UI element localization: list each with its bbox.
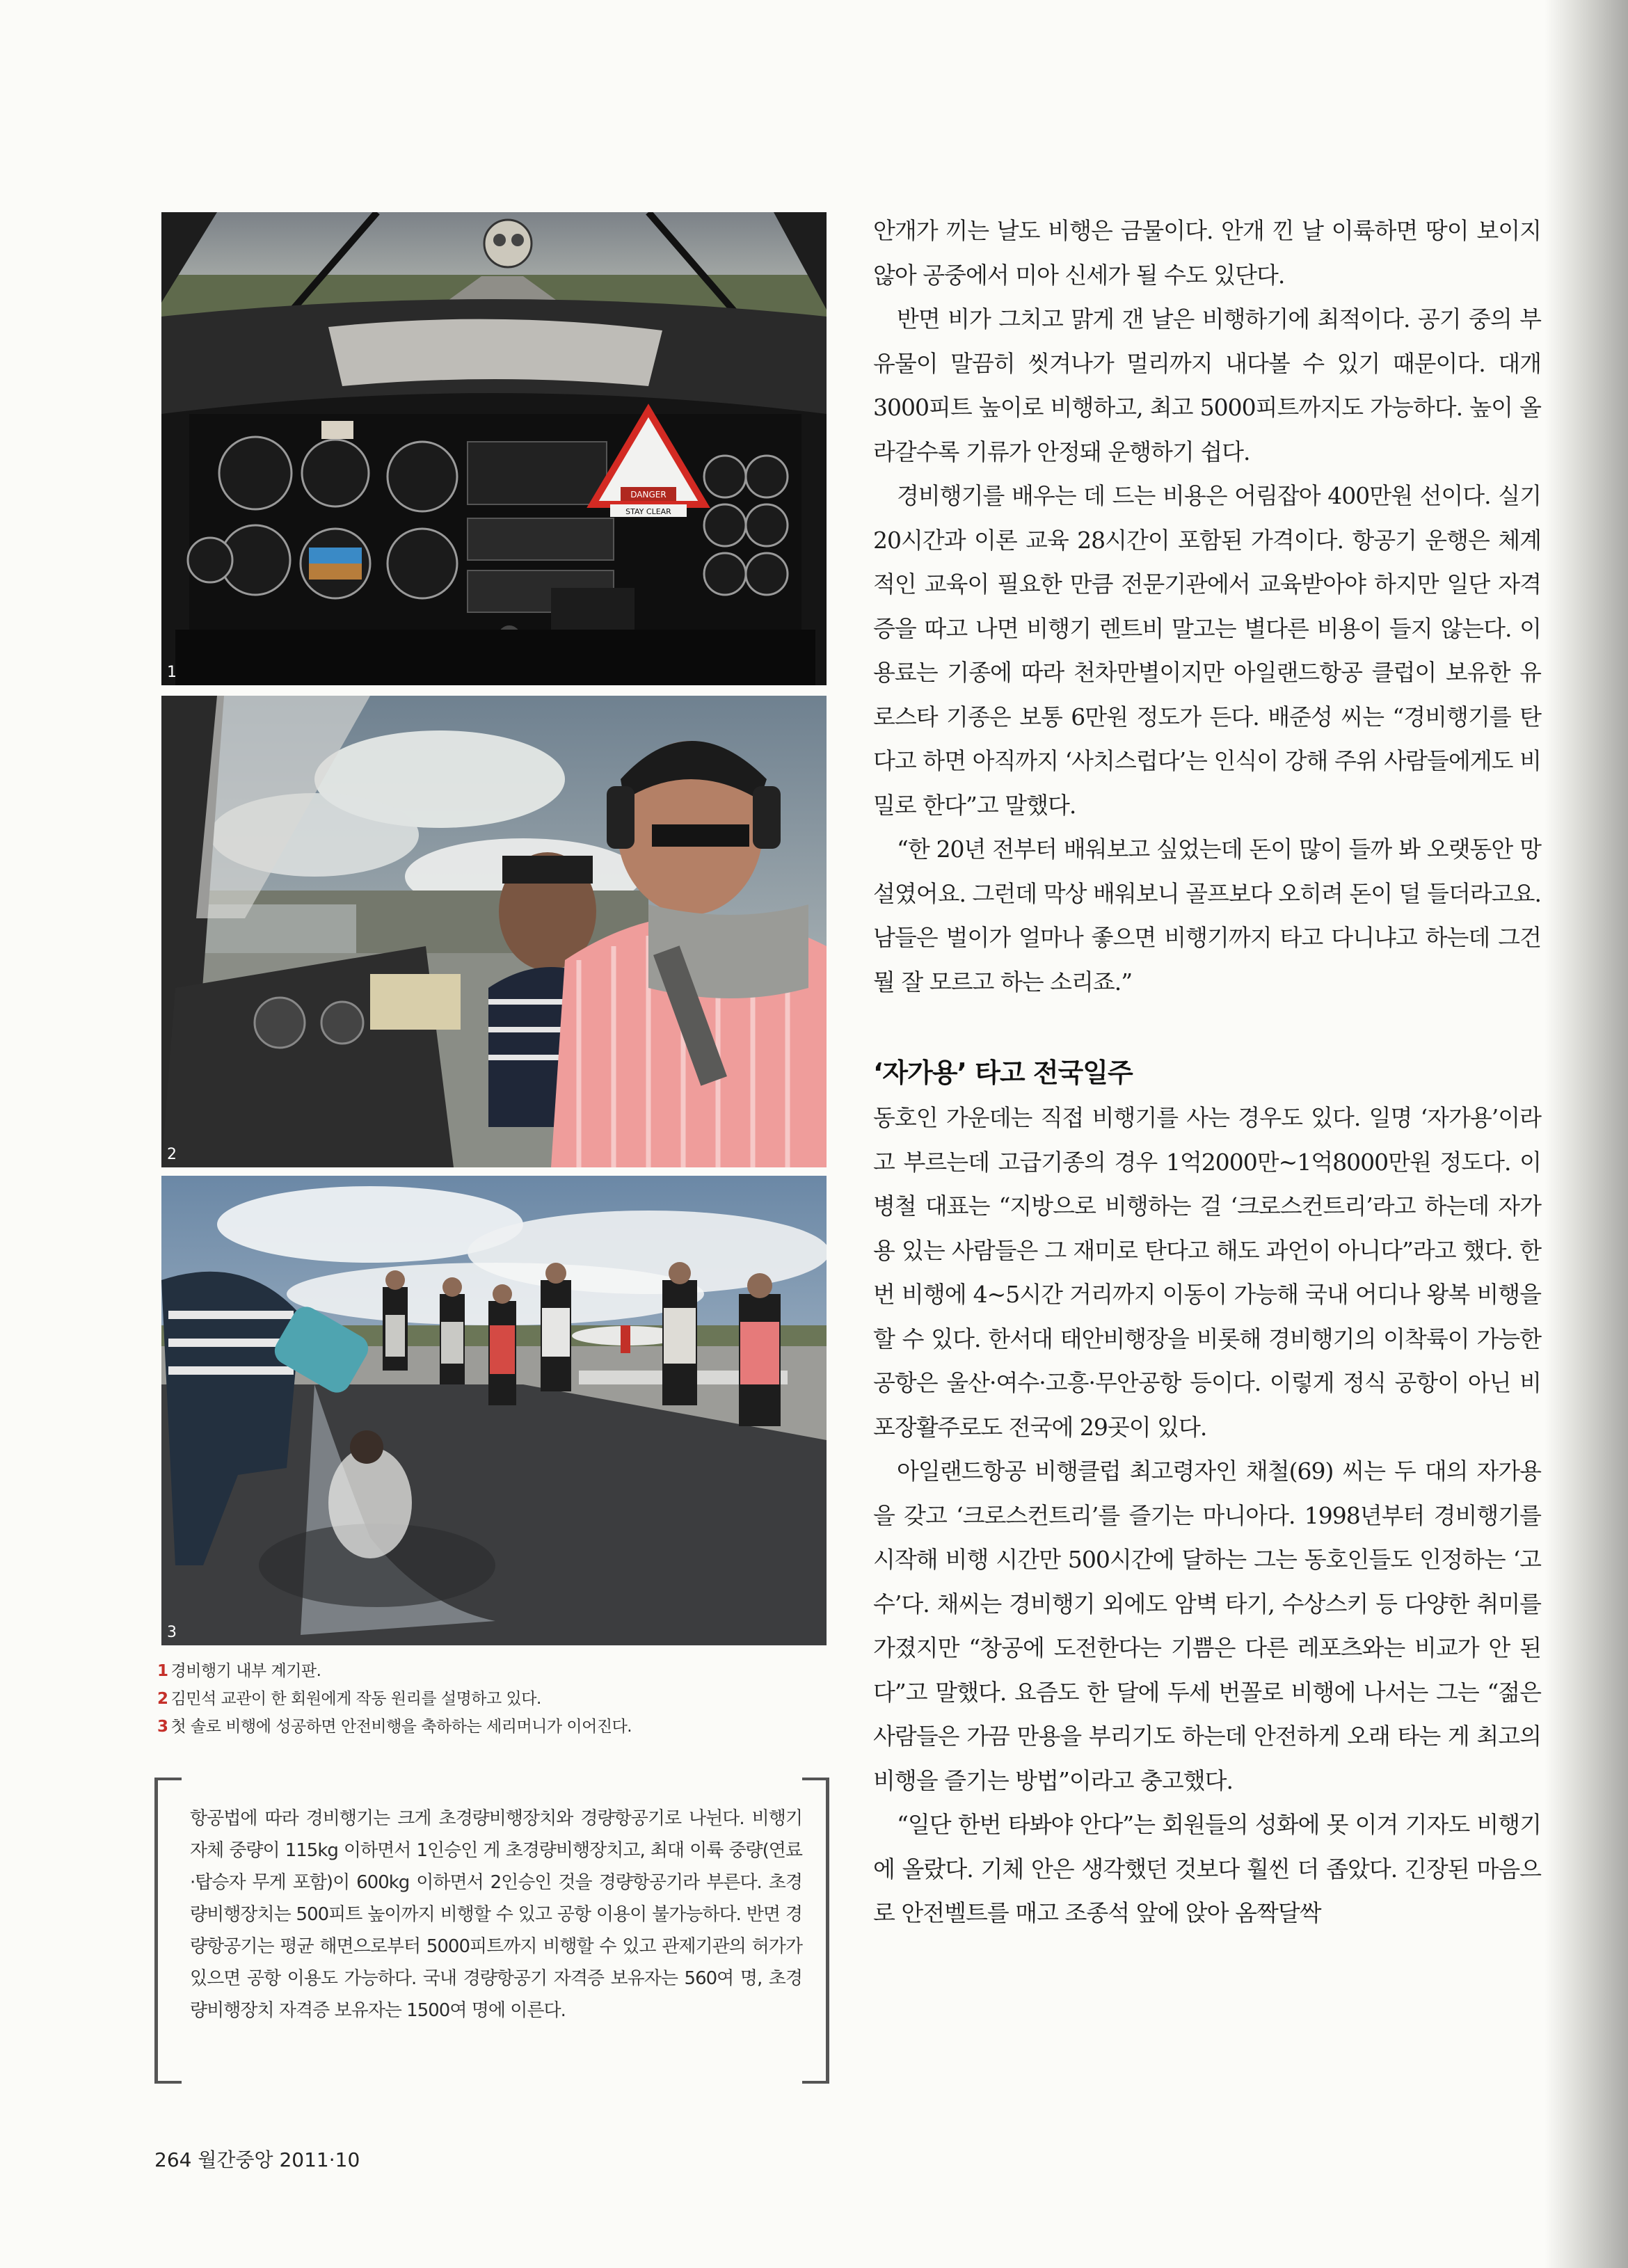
photo-cockpit xyxy=(161,212,827,685)
photo-ceremony xyxy=(161,1176,827,1645)
photo-number-3: 3 xyxy=(167,1624,177,1641)
caption-2: 2 김민석 교관이 한 회원에게 작동 원리를 설명하고 있다. xyxy=(157,1690,541,1708)
page-footer xyxy=(154,2145,360,2173)
caption-3: 3 첫 솔로 비행에 성공하면 안전비행을 축하하는 세리머니가 이어진다. xyxy=(157,1718,632,1736)
caption-1: 1 경비행기 내부 계기판. xyxy=(157,1662,321,1680)
page-number: 264 xyxy=(154,2148,192,2171)
sidebar-box-text: 항공법에 따라 경비행기는 크게 초경량비행장치와 경량항공기로 나뉜다. 비행기 자체 중량이 115kg 이하면서 1인승인 게 초경량비행장치고, 최대 이륙 중량(연료·탑승자 무게 포함)이 600kg 이하면서 2인승인 것을 경량항공기라 부른다. 초경량비행장치는 500피트 높이까지 비행할 수 있고 공항 이용이 불가능하다. 반면 경량항공기는 평균 해면으로부터 5000피트까지 비행할 수 있고 관제기관의 허가가 있으면 공항 이용도 가능하다. 국내 경량항공기 자격증 보유자는 560여 명, 초경량비행장치 자격증 보유자는 1500여 명에 이른다. xyxy=(190,1808,802,2021)
photo-number-2: 2 xyxy=(167,1146,177,1163)
issue-date: 2011·10 xyxy=(279,2148,360,2171)
page-edge-shadow xyxy=(1545,0,1628,2268)
article-paragraph: 동호인 가운데는 직접 비행기를 사는 경우도 있다. 일명 ‘자가용’이라고 부르는데 고급기종의 경우 1억2000만~1억8000만원 정도다. 이병철 대표는 “지방으로 비행하는 걸 ‘크로스컨트리’라고 하는데 자가용 있는 사람들은 그 재미로 탄다고 해도 과언이 아니다”라고 했다. 한 번 비행에 4~5시간 거리까지 이동이 가능해 국내 어디나 왕복 비행을 할 수 있다. 한서대 태안비행장을 비롯해 경비행기의 이착륙이 가능한 공항은 울산·여수·고흥·무안공항 등이다. 이렇게 정식 공항이 아닌 비포장활주로도 전국에 29곳이 있다. xyxy=(873,1104,1541,1441)
article-paragraph: “일단 한번 타봐야 안다”는 회원들의 성화에 못 이겨 기자도 비행기에 올랐다. 기체 안은 생각했던 것보다 훨씬 더 좁았다. 긴장된 마음으로 안전벨트를 매고 조종석 앞에 앉아 옴짝달싹 xyxy=(873,1811,1541,1926)
section-subheading: ‘자가용’ 타고 전국일주 xyxy=(873,1057,1133,1088)
warning-label-danger: DANGER xyxy=(630,490,667,500)
photo-number-1: 1 xyxy=(167,664,177,681)
article-paragraph: 아일랜드항공 비행클럽 최고령자인 채철(69) 씨는 두 대의 자가용을 갖고 ‘크로스컨트리’를 즐기는 마니아다. 1998년부터 경비행기를 시작해 비행 시간만 500시간에 달하는 그는 동호인들도 인정하는 ‘고수’다. 채씨는 경비행기 외에도 암벽 타기, 수상스키 등 다양한 취미를 가졌지만 “창공에 도전한다는 기쁨은 다른 레포츠와는 비교가 안 된다”고 말했다. 요즘도 한 달에 두세 번꼴로 비행에 나서는 그는 “젊은 사람들은 가끔 만용을 부리기도 하는데 안전하게 오래 타는 게 최고의 비행을 즐기는 방법”이라고 충고했다. xyxy=(873,1458,1541,1794)
article-paragraph: 반면 비가 그치고 맑게 갠 날은 비행하기에 최적이다. 공기 중의 부유물이 말끔히 씻겨나가 멀리까지 내다볼 수 있기 때문이다. 대개 3000피트 높이로 비행하고, 최고 5000피트까지도 가능하다. 높이 올라갈수록 기류가 안정돼 운행하기 쉽다. xyxy=(873,305,1541,465)
magazine-name: 월간중앙 xyxy=(198,2148,273,2171)
article-paragraph: 안개가 끼는 날도 비행은 금물이다. 안개 낀 날 이륙하면 땅이 보이지 않아 공중에서 미아 신세가 될 수도 있단다. xyxy=(873,217,1541,289)
sidebar-info-box xyxy=(154,1778,829,2084)
article-column xyxy=(873,209,1541,1935)
photo-instructor xyxy=(161,696,827,1167)
photo-captions xyxy=(157,1657,832,1741)
article-paragraph: 경비행기를 배우는 데 드는 비용은 어림잡아 400만원 선이다. 실기 20시간과 이론 교육 28시간이 포함된 가격이다. 항공기 운행은 체계적인 교육이 필요한 만큼 전문기관에서 교육받아야 하지만 일단 자격증을 따고 나면 비행기 렌트비 말고는 별다른 비용이 들지 않는다. 이용료는 기종에 따라 천차만별이지만 아일랜드항공 클럽이 보유한 유로스타 기종은 보통 6만원 정도가 든다. 배준성 씨는 “경비행기를 탄다고 하면 아직까지 ‘사치스럽다’는 인식이 강해 주위 사람들에게도 비밀로 한다”고 말했다. xyxy=(873,482,1541,819)
warning-label-stay-clear: STAY CLEAR xyxy=(625,507,671,516)
article-quote: “한 20년 전부터 배워보고 싶었는데 돈이 많이 들까 봐 오랫동안 망설였어요. 그런데 막상 배워보니 골프보다 오히려 돈이 덜 들더라고요. 남들은 벌이가 얼마나 좋으면 비행기까지 타고 다니냐고 하는데 그건 뭘 잘 모르고 하는 소리죠.” xyxy=(873,836,1541,996)
